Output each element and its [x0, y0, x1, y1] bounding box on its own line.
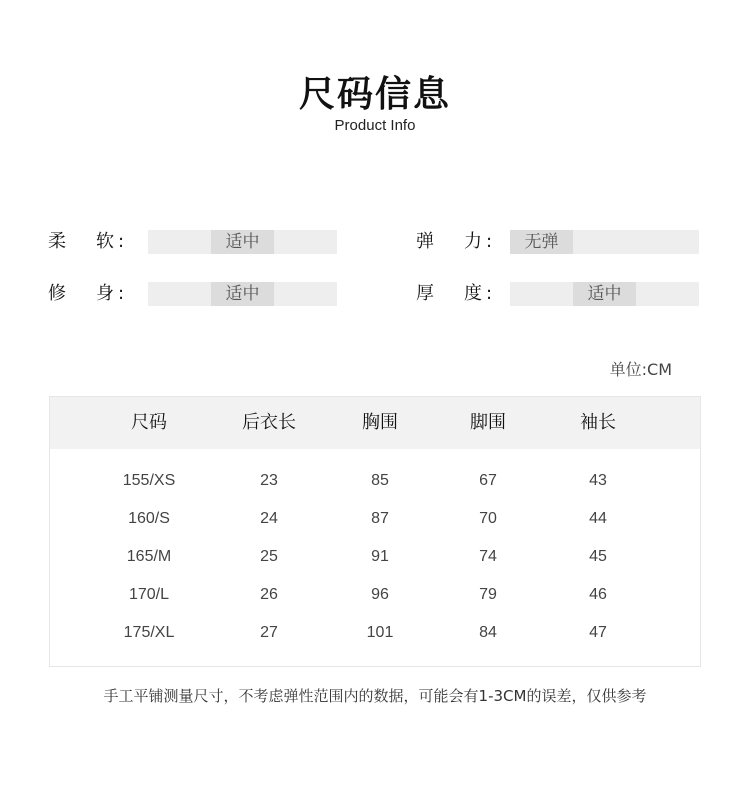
attr-label [48, 281, 128, 307]
attr-colon: : [486, 231, 493, 252]
table-cell: 46 [589, 586, 607, 603]
table-cell: 175/XL [123, 624, 175, 641]
table-cell: 26 [260, 586, 278, 603]
attr-scale-bar [148, 230, 337, 254]
attr-softness [48, 229, 348, 255]
column-header-length: 后衣长 [242, 412, 296, 433]
attr-colon: : [118, 283, 125, 304]
attr-value: 适中 [211, 282, 274, 306]
table-cell: 101 [366, 624, 394, 641]
table-cell: 165/M [126, 548, 172, 565]
table-cell: 67 [479, 472, 497, 489]
attr-label [416, 229, 496, 255]
page-subtitle: Product Info [334, 117, 416, 134]
attr-value: 适中 [211, 230, 274, 254]
table-cell: 43 [589, 472, 607, 489]
table-cell: 85 [371, 472, 389, 489]
table-cell: 23 [260, 472, 278, 489]
unit-label: 单位:CM [609, 360, 672, 379]
attr-label-char: 软 [96, 231, 114, 252]
attr-scale-bar [510, 230, 699, 254]
attr-fit [48, 281, 348, 307]
column-header-hem: 脚围 [470, 412, 506, 433]
table-cell: 74 [479, 548, 497, 565]
attr-scale-bar [510, 282, 699, 306]
attr-label-char: 弹 [416, 231, 434, 252]
size-table [49, 396, 701, 667]
table-cell: 47 [589, 624, 607, 641]
table-cell: 91 [371, 548, 389, 565]
table-cell: 25 [260, 548, 278, 565]
table-cell: 79 [479, 586, 497, 603]
table-row [50, 507, 700, 531]
table-row [50, 583, 700, 607]
table-row [50, 545, 700, 569]
table-cell: 44 [589, 510, 607, 527]
table-cell: 155/XS [122, 472, 176, 489]
table-header [50, 397, 700, 449]
attr-colon: : [118, 231, 125, 252]
table-row [50, 469, 700, 493]
attr-scale-bar [148, 282, 337, 306]
table-cell: 87 [371, 510, 389, 527]
column-header-size: 尺码 [131, 412, 167, 433]
table-cell: 160/S [128, 510, 170, 527]
table-cell: 96 [371, 586, 389, 603]
attr-value: 无弹 [510, 230, 573, 254]
table-cell: 27 [260, 624, 278, 641]
table-cell: 170/L [128, 586, 170, 603]
column-header-chest: 胸围 [362, 412, 398, 433]
attr-colon: : [486, 283, 493, 304]
attr-label [48, 229, 128, 255]
attr-label-char: 修 [48, 283, 66, 304]
attr-elasticity [416, 229, 716, 255]
attr-label [416, 281, 496, 307]
attr-label-char: 柔 [48, 231, 66, 252]
table-cell: 84 [479, 624, 497, 641]
attr-label-char: 厚 [416, 283, 434, 304]
attr-label-char: 身 [96, 283, 114, 304]
attr-value: 适中 [573, 282, 636, 306]
table-cell: 24 [260, 510, 278, 527]
table-row [50, 621, 700, 645]
measurement-note: 手工平铺测量尺寸，不考虑弹性范围内的数据，可能会有1-3CM的误差，仅供参考 [103, 687, 647, 705]
attr-label-char: 力 [464, 231, 482, 252]
page-title: 尺码信息 [298, 74, 451, 115]
attr-thickness [416, 281, 716, 307]
column-header-sleeve: 袖长 [580, 412, 616, 433]
attr-label-char: 度 [464, 283, 482, 304]
table-cell: 45 [589, 548, 607, 565]
table-cell: 70 [479, 510, 497, 527]
